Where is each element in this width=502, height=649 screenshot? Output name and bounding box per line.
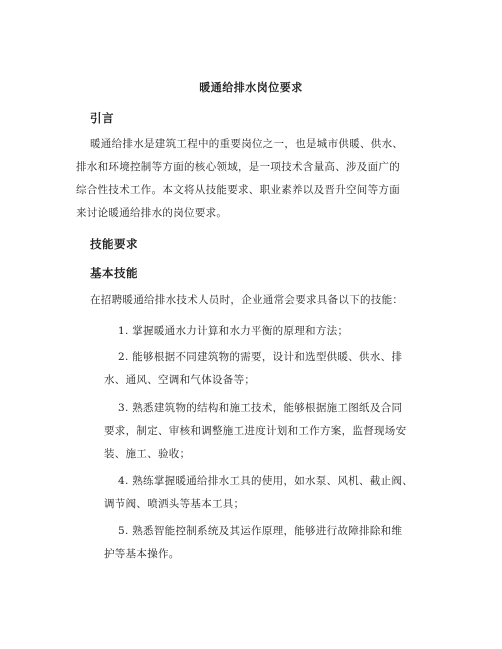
skill-item-4-cont: 调节阀、喷洒头等基本工具； <box>104 498 245 510</box>
skill-item-4: 4. 熟练掌握暖通给排水工具的使用，如水泵、风机、截止阀、 <box>118 475 414 487</box>
intro-line: 暖通给排水是建筑工程中的重要岗位之一，也是城市供暖、供水、 <box>90 138 404 150</box>
skill-item-2-cont: 水、通风、空调和气体设备等； <box>104 374 256 386</box>
skill-item-3-cont: 装、施工、验收； <box>104 448 191 460</box>
skill-item-2: 2. 能够根据不同建筑物的需要，设计和选型供暖、供水、排 <box>118 351 403 363</box>
basic-skills-subheading: 基本技能 <box>90 266 138 280</box>
intro-line: 来讨论暖通给排水的岗位要求。 <box>76 207 228 219</box>
skill-item-5-cont: 护等基本操作。 <box>104 548 180 560</box>
intro-line: 综合性技术工作。本文将从技能要求、职业素养以及晋升空间等方面 <box>76 184 400 196</box>
skill-item-3: 3. 熟悉建筑物的结构和施工技术，能够根据施工图纸及合同 <box>118 402 403 414</box>
intro-line: 排水和环境控制等方面的核心领域，是一项技术含量高、涉及面广的 <box>76 161 400 173</box>
skill-item-5: 5. 熟悉智能控制系统及其运作原理，能够进行故障排除和维 <box>118 525 403 537</box>
intro-heading: 引言 <box>90 111 114 125</box>
skills-lead: 在招聘暖通给排水技术人员时，企业通常会要求具备以下的技能： <box>90 294 404 306</box>
skills-heading: 技能要求 <box>90 237 138 251</box>
skill-item-3-cont: 要求，制定、审核和调整施工进度计划和工作方案，监督现场安 <box>104 425 407 437</box>
page-title: 暖通给排水岗位要求 <box>199 81 303 94</box>
skill-item-1: 1. 掌握暖通水力计算和水力平衡的原理和方法； <box>118 325 349 337</box>
